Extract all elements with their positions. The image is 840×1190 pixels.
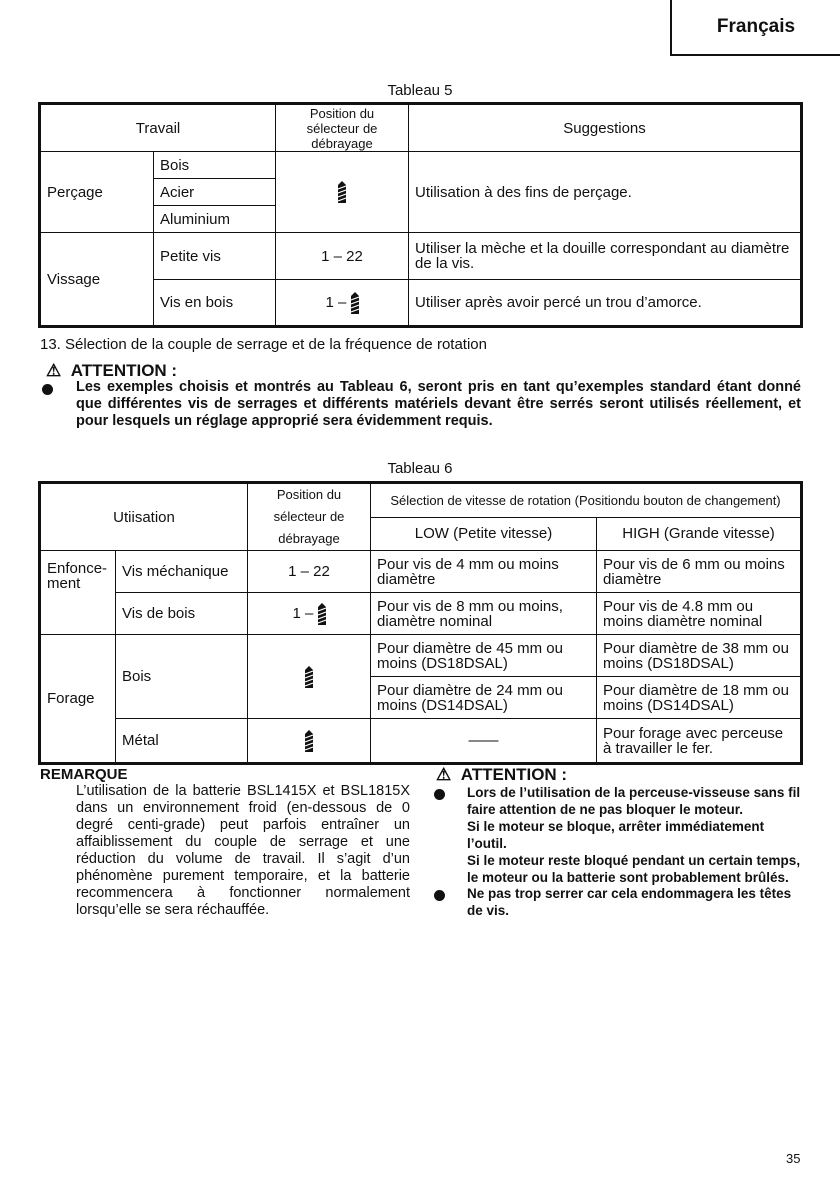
line: Si le moteur se bloque, arrêter immédiatement l’outil.	[467, 819, 765, 851]
driving-label: Enfonce-ment	[41, 551, 116, 635]
header-speed: Sélection de vitesse de rotation (Positiondu bouton de changement)	[371, 484, 801, 518]
position-value	[276, 280, 409, 326]
drill-position	[248, 635, 371, 719]
position-value: 1 – 22	[248, 551, 371, 593]
attention1-title	[46, 362, 177, 379]
drill-position	[276, 152, 409, 233]
low-cell: Pour diamètre de 45 mm ou moins (DS18DSAL)	[371, 635, 597, 677]
low-cell: Pour vis de 4 mm ou moins diamètre	[371, 551, 597, 593]
material: Aluminium	[154, 206, 276, 233]
warning-icon: ⚠	[436, 765, 452, 784]
material: Métal	[116, 719, 248, 763]
screwing-label: Vissage	[41, 233, 154, 326]
low-cell: Pour diamètre de 24 mm ou moins (DS14DSAL)	[371, 677, 597, 719]
suggestion: Utiliser la mèche et la douille correspondant au diamètre de la vis.	[409, 233, 801, 280]
header-high: HIGH (Grande vitesse)	[597, 517, 801, 551]
screw-type: Vis de bois	[116, 593, 248, 635]
high-cell: Pour diamètre de 38 mm ou moins (DS18DSAL)	[597, 635, 801, 677]
header-position: Position du sélecteur de débrayage	[248, 484, 371, 551]
table5	[40, 104, 801, 326]
line: Si le moteur reste bloqué pendant un certain temps, le moteur ou la batterie sont probablement brûlés.	[467, 853, 801, 885]
material: Acier	[154, 179, 276, 206]
attention2-title	[436, 766, 567, 783]
position-text: 1 –	[325, 293, 347, 311]
bullet-icon	[42, 384, 53, 395]
warning-icon: ⚠	[46, 361, 62, 380]
drill-icon	[351, 292, 359, 314]
drill-icon	[318, 603, 326, 625]
high-cell: Pour vis de 6 mm ou moins diamètre	[597, 551, 801, 593]
drill-position	[248, 719, 371, 763]
table6	[40, 483, 801, 763]
attention2-item	[467, 784, 801, 886]
drilling-label: Perçage	[41, 152, 154, 233]
attention1-text: Les exemples choisis et montrés au Tableau 6, seront pris en tant qu’exemples standard étant donné que différentes vis de serrages et différents matériels devant être serrés seront utilisés réellement, et pour lesquels un réglage approprié sera évidemment requis.	[76, 379, 801, 429]
screw-type: Petite vis	[154, 233, 276, 280]
language-tab: Français	[670, 0, 840, 56]
attention2-item: Ne pas trop serrer car cela endommagera les têtes de vis.	[467, 886, 792, 918]
bullet-icon	[434, 890, 445, 901]
position-value: 1 – 22	[276, 233, 409, 280]
remarque-title: REMARQUE	[40, 766, 128, 783]
section-13: 13. Sélection de la couple de serrage et de la fréquence de rotation	[40, 336, 487, 353]
suggestion: Utiliser après avoir percé un trou d’amorce.	[409, 280, 801, 326]
low-cell: Pour vis de 8 mm ou moins, diamètre nominal	[371, 593, 597, 635]
header-suggestions: Suggestions	[409, 105, 801, 152]
high-cell: Pour forage avec perceuse à travailler le fer.	[597, 719, 801, 763]
position-value	[248, 593, 371, 635]
header-use: Utiisation	[41, 484, 248, 551]
drill-icon	[338, 181, 346, 203]
screw-type: Vis méchanique	[116, 551, 248, 593]
header-position: Position du sélecteur de débrayage	[276, 105, 409, 152]
drilling-label: Forage	[41, 635, 116, 763]
attention-title-text: ATTENTION :	[70, 361, 178, 380]
page-number: 35	[786, 1151, 801, 1166]
header-work: Travail	[41, 105, 276, 152]
table6-caption: Tableau 6	[387, 460, 453, 477]
high-cell: Pour diamètre de 18 mm ou moins (DS14DSAL)	[597, 677, 801, 719]
header-low: LOW (Petite vitesse)	[371, 517, 597, 551]
screw-type: Vis en bois	[154, 280, 276, 326]
low-cell: ——	[371, 719, 597, 763]
drilling-suggestion: Utilisation à des fins de perçage.	[409, 152, 801, 233]
drill-icon	[305, 666, 313, 688]
drill-icon	[305, 730, 313, 752]
material: Bois	[154, 152, 276, 179]
bullet-icon	[434, 789, 445, 800]
table5-caption: Tableau 5	[387, 82, 453, 99]
position-text: 1 –	[292, 604, 314, 622]
high-cell: Pour vis de 4.8 mm ou moins diamètre nominal	[597, 593, 801, 635]
attention-title-text: ATTENTION :	[460, 765, 568, 784]
material: Bois	[116, 635, 248, 719]
line: Lors de l’utilisation de la perceuse-visseuse sans fil faire attention de ne pas bloquer le moteur.	[467, 785, 801, 817]
remarque-text: L’utilisation de la batterie BSL1415X et BSL1815X dans un environnement froid (en-dessous de 0 degré centi-grade) peut parfois entraîner un affaiblissement du couple de serrage et une réduction du volume de travail. Il s’agit d’un phénomène purement temporaire, et la batterie recommencera à fonctionner normalement lorsqu’elle se sera réchauffée.	[76, 783, 410, 918]
